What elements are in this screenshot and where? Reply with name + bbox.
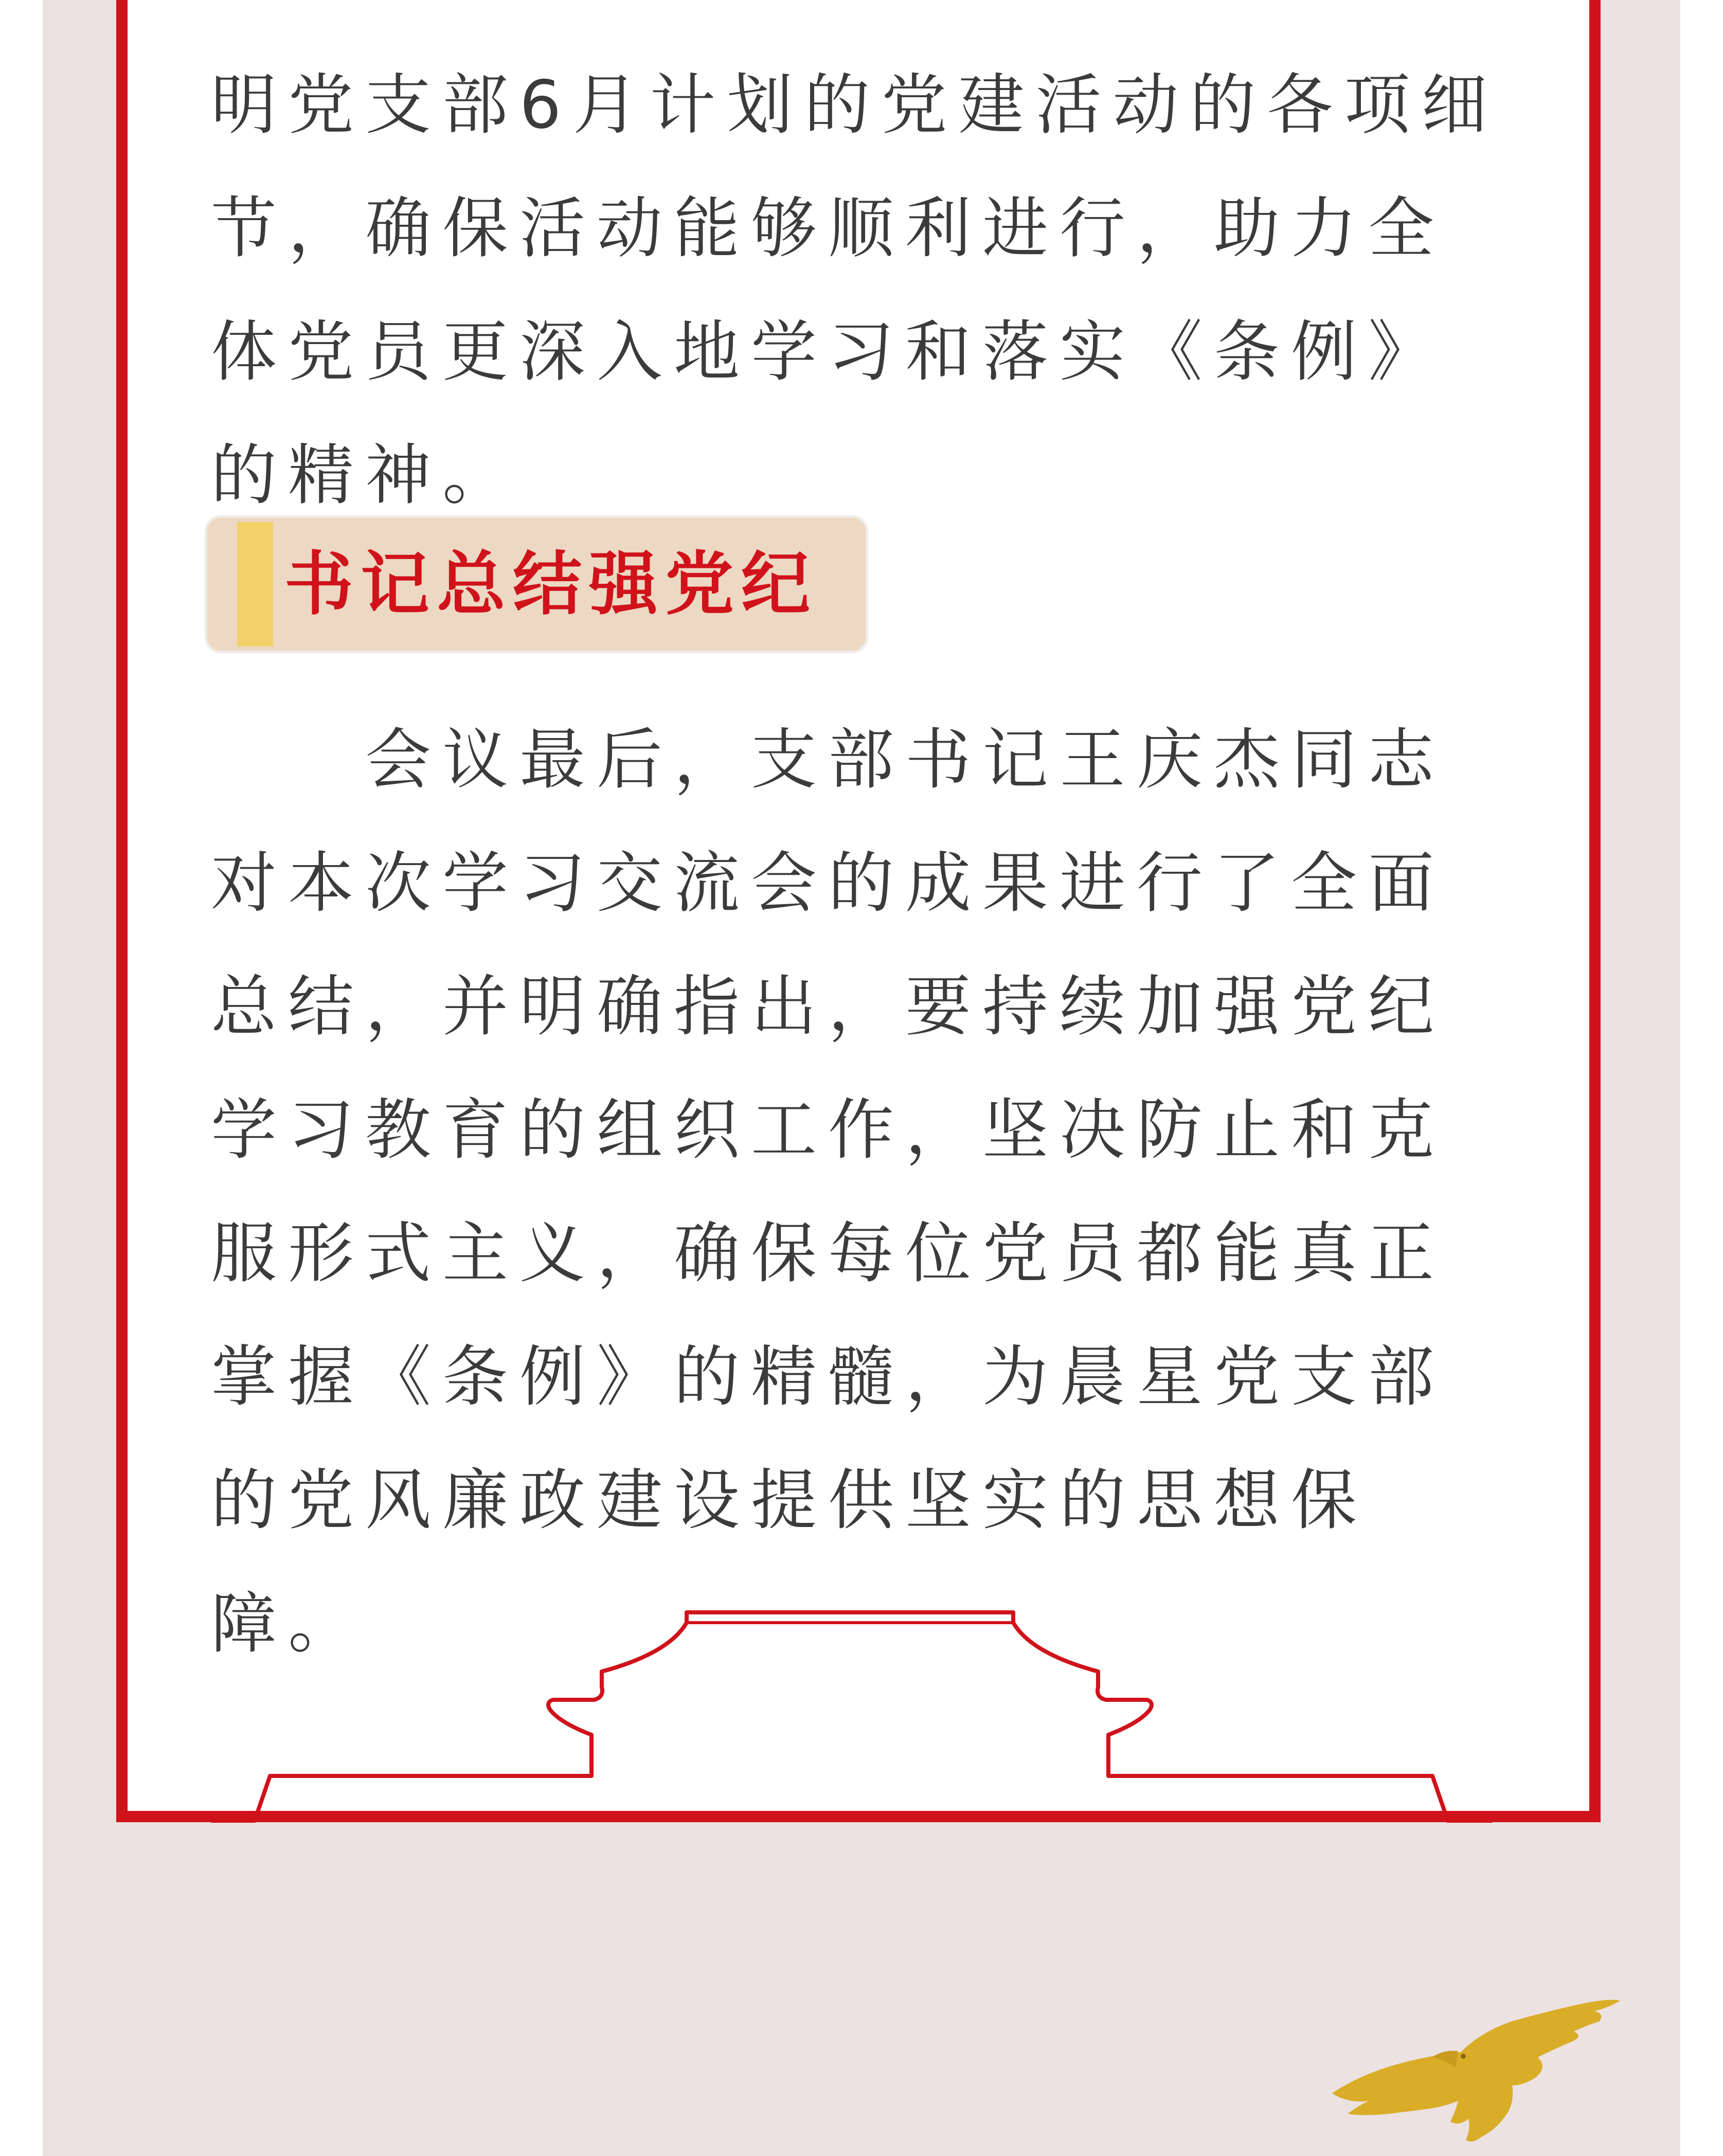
summary-paragraph-text: 会议最后，支部书记王庆杰同志对本次学习交流会的成果进行了全面总结，并明确指出，要持续加强党纪学习教育的组织工作，坚决防止和克服形式主义，确保每位党员都能真正掌握《条例》的精髓，为晨星党支部的党风廉政建设提供坚实的思想保障。	[211, 722, 1446, 1662]
summary-paragraph	[211, 698, 1517, 1686]
tiananmen-gate-outline-icon	[211, 1600, 1517, 1826]
section-heading-title: 书记总结强党纪	[284, 544, 818, 624]
flying-dove-icon	[1327, 1990, 1625, 2150]
section-heading	[207, 518, 866, 651]
heading-accent-bar	[237, 522, 273, 646]
intro-paragraph: 明党支部6月计划的党建活动的各项细节，确保活动能够顺利进行，助力全体党员更深入地学习和落实《条例》的精神。	[211, 67, 1499, 514]
